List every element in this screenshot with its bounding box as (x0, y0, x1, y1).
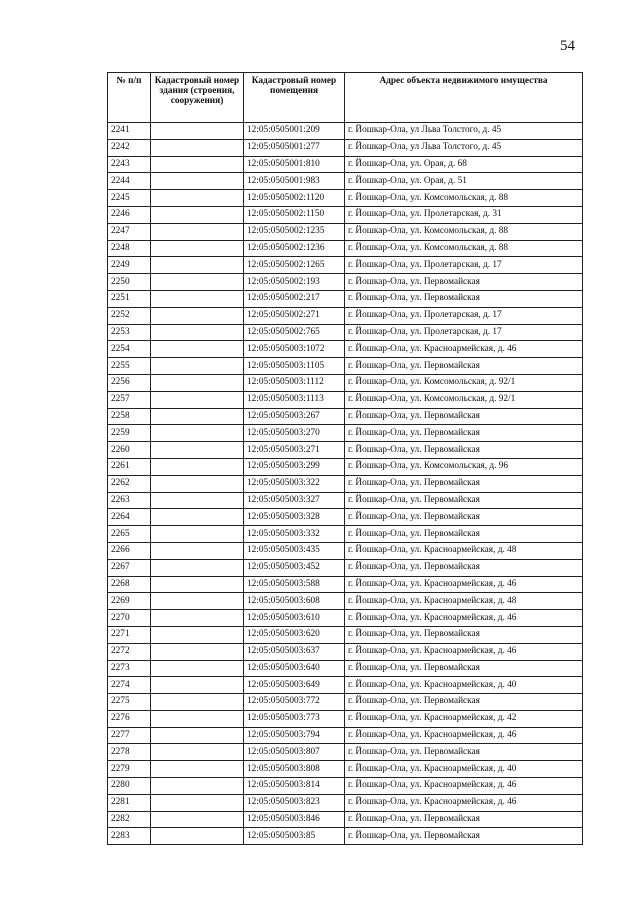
row-number-cell: 2250 (108, 274, 151, 291)
table-row (108, 173, 583, 190)
row-number-cell: 2244 (108, 173, 151, 190)
table-row (108, 190, 583, 207)
room-cadastral-cell: 12:05:0505002:271 (244, 307, 345, 324)
table-row (108, 358, 583, 375)
table-row (108, 257, 583, 274)
building-cadastral-cell (151, 811, 244, 828)
row-number-cell: 2280 (108, 778, 151, 795)
room-cadastral-cell: 12:05:0505003:637 (244, 643, 345, 660)
row-number-cell: 2254 (108, 341, 151, 358)
row-number-cell: 2260 (108, 442, 151, 459)
room-cadastral-cell: 12:05:0505003:299 (244, 458, 345, 475)
table-row (108, 274, 583, 291)
room-cadastral-cell: 12:05:0505003:327 (244, 492, 345, 509)
address-cell: г. Йошкар-Ола, ул. Первомайская (345, 811, 583, 828)
table-row (108, 391, 583, 408)
address-cell: г. Йошкар-Ола, ул. Комсомольская, д. 92/1 (345, 391, 583, 408)
table-row (108, 156, 583, 173)
row-number-cell: 2261 (108, 458, 151, 475)
row-number-cell: 2266 (108, 542, 151, 559)
table-header (108, 73, 583, 123)
address-cell: г. Йошкар-Ола, ул. Первомайская (345, 475, 583, 492)
address-cell: г. Йошкар-Ола, ул. Красноармейская, д. 40 (345, 677, 583, 694)
row-number-cell: 2271 (108, 626, 151, 643)
room-cadastral-cell: 12:05:0505002:1120 (244, 190, 345, 207)
building-cadastral-cell (151, 425, 244, 442)
address-cell: г. Йошкар-Ола, ул. Пролетарская, д. 17 (345, 257, 583, 274)
building-cadastral-cell (151, 710, 244, 727)
building-cadastral-cell (151, 223, 244, 240)
address-cell: г. Йошкар-Ола, ул. Первомайская (345, 425, 583, 442)
row-number-cell: 2259 (108, 425, 151, 442)
table-row (108, 694, 583, 711)
row-number-cell: 2262 (108, 475, 151, 492)
building-cadastral-cell (151, 307, 244, 324)
room-cadastral-cell: 12:05:0505003:322 (244, 475, 345, 492)
room-cadastral-cell: 12:05:0505003:328 (244, 509, 345, 526)
table-row (108, 828, 583, 845)
room-cadastral-cell: 12:05:0505001:209 (244, 123, 345, 140)
building-cadastral-cell (151, 778, 244, 795)
table-row (108, 744, 583, 761)
table-row (108, 408, 583, 425)
building-cadastral-cell (151, 559, 244, 576)
table-row (108, 240, 583, 257)
room-cadastral-cell: 12:05:0505003:1105 (244, 358, 345, 375)
table-row (108, 643, 583, 660)
address-cell: г. Йошкар-Ола, ул. Первомайская (345, 274, 583, 291)
building-cadastral-cell (151, 341, 244, 358)
row-number-cell: 2270 (108, 610, 151, 627)
building-cadastral-cell (151, 677, 244, 694)
address-cell: г. Йошкар-Ола, ул. Первомайская (345, 526, 583, 543)
building-cadastral-cell (151, 190, 244, 207)
row-number-cell: 2274 (108, 677, 151, 694)
row-number-cell: 2256 (108, 374, 151, 391)
building-cadastral-cell (151, 374, 244, 391)
room-cadastral-cell: 12:05:0505002:765 (244, 324, 345, 341)
building-cadastral-cell (151, 240, 244, 257)
building-cadastral-cell (151, 610, 244, 627)
row-number-cell: 2276 (108, 710, 151, 727)
room-cadastral-cell: 12:05:0505002:1235 (244, 223, 345, 240)
row-number-cell: 2281 (108, 794, 151, 811)
table-row (108, 324, 583, 341)
row-number-cell: 2258 (108, 408, 151, 425)
table-row (108, 677, 583, 694)
room-cadastral-cell: 12:05:0505003:452 (244, 559, 345, 576)
table-row (108, 610, 583, 627)
address-cell: г. Йошкар-Ола, ул. Первомайская (345, 559, 583, 576)
row-number-cell: 2251 (108, 290, 151, 307)
address-cell: г. Йошкар-Ола, ул Льва Толстого, д. 45 (345, 139, 583, 156)
address-cell: г. Йошкар-Ола, ул. Первомайская (345, 694, 583, 711)
address-cell: г. Йошкар-Ола, ул. Первомайская (345, 828, 583, 845)
header-property-address: Адрес объекта недвижимого имущества (345, 73, 583, 123)
row-number-cell: 2243 (108, 156, 151, 173)
room-cadastral-cell: 12:05:0505003:435 (244, 542, 345, 559)
building-cadastral-cell (151, 542, 244, 559)
row-number-cell: 2272 (108, 643, 151, 660)
building-cadastral-cell (151, 744, 244, 761)
building-cadastral-cell (151, 123, 244, 140)
building-cadastral-cell (151, 442, 244, 459)
address-cell: г. Йошкар-Ола, ул Льва Толстого, д. 45 (345, 123, 583, 140)
address-cell: г. Йошкар-Ола, ул. Красноармейская, д. 46 (345, 341, 583, 358)
address-cell: г. Йошкар-Ола, ул. Первомайская (345, 626, 583, 643)
row-number-cell: 2267 (108, 559, 151, 576)
row-number-cell: 2245 (108, 190, 151, 207)
building-cadastral-cell (151, 694, 244, 711)
row-number-cell: 2279 (108, 761, 151, 778)
address-cell: г. Йошкар-Ола, ул. Комсомольская, д. 88 (345, 190, 583, 207)
room-cadastral-cell: 12:05:0505003:1113 (244, 391, 345, 408)
room-cadastral-cell: 12:05:0505003:1112 (244, 374, 345, 391)
table-header-row (108, 73, 583, 123)
building-cadastral-cell (151, 643, 244, 660)
row-number-cell: 2269 (108, 593, 151, 610)
row-number-cell: 2253 (108, 324, 151, 341)
table-row (108, 475, 583, 492)
table-row (108, 710, 583, 727)
table-row (108, 542, 583, 559)
room-cadastral-cell: 12:05:0505002:1150 (244, 206, 345, 223)
row-number-cell: 2248 (108, 240, 151, 257)
address-cell: г. Йошкар-Ола, ул. Пролетарская, д. 17 (345, 307, 583, 324)
header-building-cadastral-number: Кадастровый номер здания (строения, сооружения) (151, 73, 244, 123)
room-cadastral-cell: 12:05:0505003:773 (244, 710, 345, 727)
address-cell: г. Йошкар-Ола, ул. Первомайская (345, 744, 583, 761)
building-cadastral-cell (151, 526, 244, 543)
address-cell: г. Йошкар-Ола, ул. Пролетарская, д. 17 (345, 324, 583, 341)
address-cell: г. Йошкар-Ола, ул. Красноармейская, д. 46 (345, 727, 583, 744)
building-cadastral-cell (151, 475, 244, 492)
building-cadastral-cell (151, 206, 244, 223)
room-cadastral-cell: 12:05:0505003:808 (244, 761, 345, 778)
building-cadastral-cell (151, 828, 244, 845)
address-cell: г. Йошкар-Ола, ул. Красноармейская, д. 46 (345, 794, 583, 811)
building-cadastral-cell (151, 761, 244, 778)
room-cadastral-cell: 12:05:0505003:267 (244, 408, 345, 425)
row-number-cell: 2278 (108, 744, 151, 761)
table-row (108, 206, 583, 223)
header-row-number: № п/п (108, 73, 151, 123)
table-row (108, 626, 583, 643)
table-row (108, 811, 583, 828)
building-cadastral-cell (151, 727, 244, 744)
room-cadastral-cell: 12:05:0505003:814 (244, 778, 345, 795)
header-room-cadastral-number: Кадастровый номер помещения (244, 73, 345, 123)
room-cadastral-cell: 12:05:0505003:640 (244, 660, 345, 677)
table-row (108, 794, 583, 811)
row-number-cell: 2247 (108, 223, 151, 240)
address-cell: г. Йошкар-Ола, ул. Комсомольская, д. 88 (345, 240, 583, 257)
address-cell: г. Йошкар-Ола, ул. Красноармейская, д. 46 (345, 643, 583, 660)
address-cell: г. Йошкар-Ола, ул. Первомайская (345, 442, 583, 459)
room-cadastral-cell: 12:05:0505003:772 (244, 694, 345, 711)
address-cell: г. Йошкар-Ола, ул. Первомайская (345, 492, 583, 509)
address-cell: г. Йошкар-Ола, ул. Красноармейская, д. 46 (345, 778, 583, 795)
table-body (108, 123, 583, 845)
address-cell: г. Йошкар-Ола, ул. Красноармейская, д. 42 (345, 710, 583, 727)
table-row (108, 425, 583, 442)
table-row (108, 593, 583, 610)
room-cadastral-cell: 12:05:0505003:649 (244, 677, 345, 694)
room-cadastral-cell: 12:05:0505003:610 (244, 610, 345, 627)
row-number-cell: 2255 (108, 358, 151, 375)
room-cadastral-cell: 12:05:0505003:823 (244, 794, 345, 811)
row-number-cell: 2242 (108, 139, 151, 156)
building-cadastral-cell (151, 626, 244, 643)
room-cadastral-cell: 12:05:0505001:810 (244, 156, 345, 173)
address-cell: г. Йошкар-Ола, ул. Комсомольская, д. 92/1 (345, 374, 583, 391)
page-number: 54 (560, 38, 575, 54)
table-row (108, 374, 583, 391)
address-cell: г. Йошкар-Ола, ул. Первомайская (345, 509, 583, 526)
table-row (108, 559, 583, 576)
address-cell: г. Йошкар-Ола, ул. Первомайская (345, 408, 583, 425)
building-cadastral-cell (151, 593, 244, 610)
building-cadastral-cell (151, 391, 244, 408)
room-cadastral-cell: 12:05:0505003:807 (244, 744, 345, 761)
address-cell: г. Йошкар-Ола, ул. Первомайская (345, 290, 583, 307)
room-cadastral-cell: 12:05:0505003:794 (244, 727, 345, 744)
row-number-cell: 2257 (108, 391, 151, 408)
building-cadastral-cell (151, 408, 244, 425)
table-row (108, 123, 583, 140)
building-cadastral-cell (151, 358, 244, 375)
room-cadastral-cell: 12:05:0505002:217 (244, 290, 345, 307)
building-cadastral-cell (151, 509, 244, 526)
building-cadastral-cell (151, 324, 244, 341)
table-row (108, 341, 583, 358)
room-cadastral-cell: 12:05:0505002:1265 (244, 257, 345, 274)
address-cell: г. Йошкар-Ола, ул. Комсомольская, д. 96 (345, 458, 583, 475)
room-cadastral-cell: 12:05:0505003:271 (244, 442, 345, 459)
building-cadastral-cell (151, 274, 244, 291)
address-cell: г. Йошкар-Ола, ул. Красноармейская, д. 40 (345, 761, 583, 778)
building-cadastral-cell (151, 156, 244, 173)
table-row (108, 509, 583, 526)
room-cadastral-cell: 12:05:0505003:270 (244, 425, 345, 442)
row-number-cell: 2282 (108, 811, 151, 828)
building-cadastral-cell (151, 139, 244, 156)
row-number-cell: 2273 (108, 660, 151, 677)
room-cadastral-cell: 12:05:0505003:332 (244, 526, 345, 543)
room-cadastral-cell: 12:05:0505003:85 (244, 828, 345, 845)
table-row (108, 727, 583, 744)
building-cadastral-cell (151, 492, 244, 509)
row-number-cell: 2264 (108, 509, 151, 526)
address-cell: г. Йошкар-Ола, ул. Орая, д. 51 (345, 173, 583, 190)
building-cadastral-cell (151, 576, 244, 593)
building-cadastral-cell (151, 458, 244, 475)
building-cadastral-cell (151, 290, 244, 307)
room-cadastral-cell: 12:05:0505003:608 (244, 593, 345, 610)
row-number-cell: 2252 (108, 307, 151, 324)
room-cadastral-cell: 12:05:0505003:1072 (244, 341, 345, 358)
table-row (108, 576, 583, 593)
address-cell: г. Йошкар-Ола, ул. Комсомольская, д. 88 (345, 223, 583, 240)
address-cell: г. Йошкар-Ола, ул. Красноармейская, д. 48 (345, 593, 583, 610)
building-cadastral-cell (151, 794, 244, 811)
table-row (108, 442, 583, 459)
room-cadastral-cell: 12:05:0505003:846 (244, 811, 345, 828)
table-row (108, 139, 583, 156)
table-row (108, 778, 583, 795)
room-cadastral-cell: 12:05:0505003:620 (244, 626, 345, 643)
row-number-cell: 2265 (108, 526, 151, 543)
table-row (108, 660, 583, 677)
building-cadastral-cell (151, 173, 244, 190)
table-row (108, 526, 583, 543)
row-number-cell: 2249 (108, 257, 151, 274)
row-number-cell: 2263 (108, 492, 151, 509)
room-cadastral-cell: 12:05:0505001:277 (244, 139, 345, 156)
room-cadastral-cell: 12:05:0505002:1236 (244, 240, 345, 257)
address-cell: г. Йошкар-Ола, ул. Красноармейская, д. 48 (345, 542, 583, 559)
table-row (108, 223, 583, 240)
table-row (108, 458, 583, 475)
table-row (108, 492, 583, 509)
room-cadastral-cell: 12:05:0505001:983 (244, 173, 345, 190)
table-row (108, 761, 583, 778)
table-row (108, 290, 583, 307)
room-cadastral-cell: 12:05:0505002:193 (244, 274, 345, 291)
address-cell: г. Йошкар-Ола, ул. Первомайская (345, 660, 583, 677)
building-cadastral-cell (151, 660, 244, 677)
row-number-cell: 2283 (108, 828, 151, 845)
address-cell: г. Йошкар-Ола, ул. Пролетарская, д. 31 (345, 206, 583, 223)
row-number-cell: 2241 (108, 123, 151, 140)
room-cadastral-cell: 12:05:0505003:588 (244, 576, 345, 593)
row-number-cell: 2275 (108, 694, 151, 711)
address-cell: г. Йошкар-Ола, ул. Орая, д. 68 (345, 156, 583, 173)
building-cadastral-cell (151, 257, 244, 274)
row-number-cell: 2268 (108, 576, 151, 593)
address-cell: г. Йошкар-Ола, ул. Красноармейская, д. 46 (345, 576, 583, 593)
address-cell: г. Йошкар-Ола, ул. Первомайская (345, 358, 583, 375)
table-row (108, 307, 583, 324)
property-registry-table (107, 72, 583, 845)
address-cell: г. Йошкар-Ола, ул. Красноармейская, д. 46 (345, 610, 583, 627)
row-number-cell: 2277 (108, 727, 151, 744)
row-number-cell: 2246 (108, 206, 151, 223)
